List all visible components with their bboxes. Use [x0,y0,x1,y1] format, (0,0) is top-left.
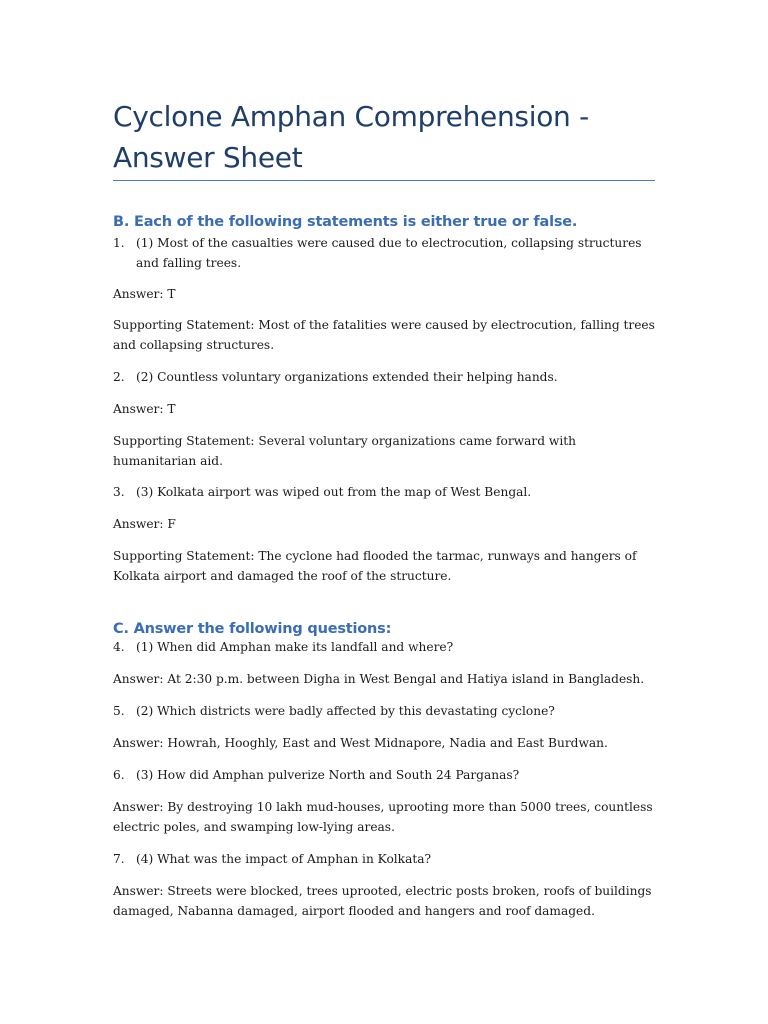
question-item-4 [113,638,658,658]
title-underline [113,180,655,181]
question-text: (4) What was the impact of Amphan in Kolkata? [136,852,432,866]
question-number: 1. [113,236,125,250]
question-number: 5. [113,704,125,718]
question-item-5 [113,702,658,722]
question-text: (2) Countless voluntary organizations extended their helping hands. [136,370,558,384]
answer-text: Answer: By destroying 10 lakh mud-houses, uprooting more than 5000 trees, countless electric poles, and swamping low-lying areas. [113,800,653,834]
supporting-statement: Supporting Statement: Most of the fatalities were caused by electrocution, falling trees and collapsing structures. [113,318,655,352]
answer-text: Answer: F [113,517,176,531]
question-number: 7. [113,852,125,866]
answer-text: Answer: Howrah, Hooghly, East and West Midnapore, Nadia and East Burdwan. [113,736,608,750]
question-item-2 [113,368,658,388]
supporting-statement: Supporting Statement: The cyclone had flooded the tarmac, runways and hangers of Kolkata airport and damaged the roof of the structure. [113,549,637,583]
question-text: (1) Most of the casualties were caused due to electrocution, collapsing structures and falling trees. [136,236,642,270]
answer-text: Answer: T [113,402,176,416]
question-item-1 [113,234,658,273]
answer-text: Answer: Streets were blocked, trees uprooted, electric posts broken, roofs of buildings damaged, Nabanna damaged, airport flooded and hangers and roof damaged. [113,884,652,918]
section-b-heading: B. Each of the following statements is either true or false. [113,214,578,230]
question-number: 4. [113,640,125,654]
answer-text: Answer: At 2:30 p.m. between Digha in West Bengal and Hatiya island in Bangladesh. [113,672,645,686]
question-item-6 [113,766,658,786]
answer-text: Answer: T [113,287,176,301]
section-c-heading: C. Answer the following questions: [113,621,392,637]
question-number: 3. [113,485,125,499]
supporting-statement: Supporting Statement: Several voluntary organizations came forward with humanitarian aid. [113,434,576,468]
question-number: 6. [113,768,125,782]
question-text: (2) Which districts were badly affected by this devastating cyclone? [136,704,555,718]
document-title: Cyclone Amphan Comprehension - Answer Sheet [113,100,589,174]
question-item-7 [113,850,658,870]
question-number: 2. [113,370,125,384]
question-text: (1) When did Amphan make its landfall and where? [136,640,454,654]
question-text: (3) How did Amphan pulverize North and South 24 Parganas? [136,768,520,782]
question-item-3 [113,483,658,503]
question-text: (3) Kolkata airport was wiped out from the map of West Bengal. [136,485,532,499]
